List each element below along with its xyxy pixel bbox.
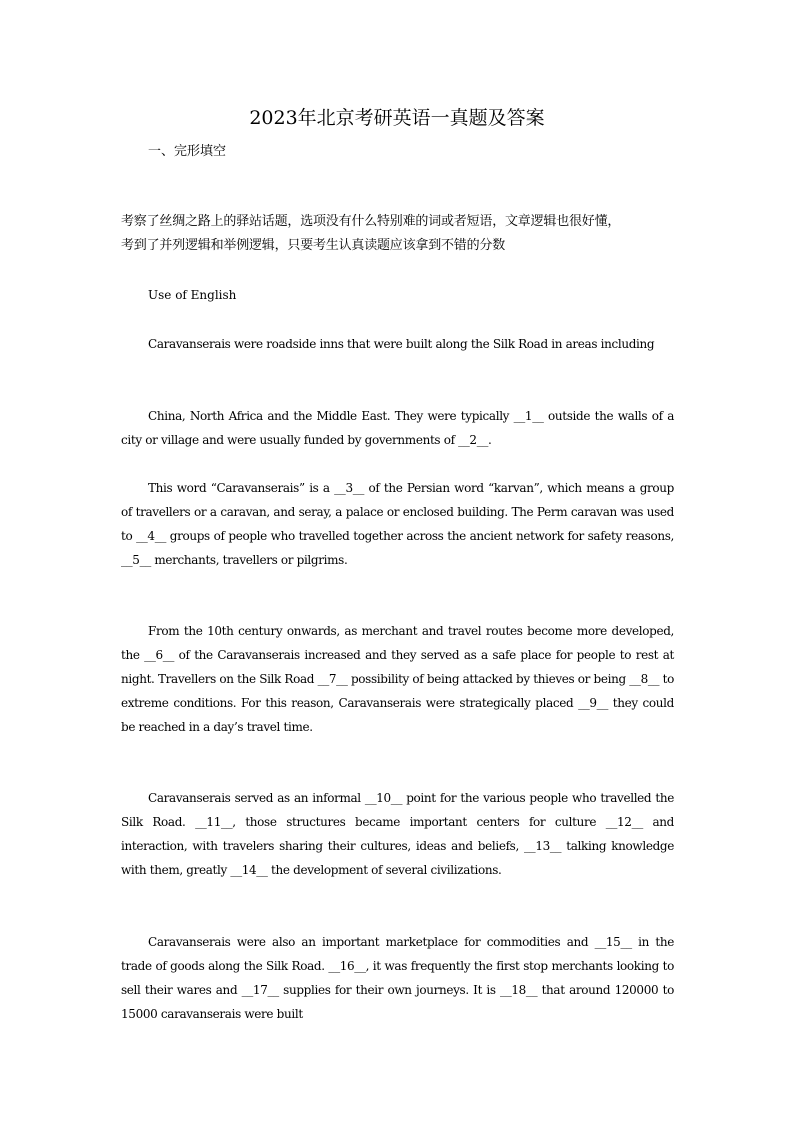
section-heading: 一、完形填空 (148, 144, 227, 159)
passage-paragraph: Caravanserais were also an important marketplace for commodities and __15__ in the trade of goods along the Silk Road. __16__, it was frequently the first stop merchants looking to sell their wares and __17__ supplies for their own journeys. It is __18__ that around 120000 to 15000 caravanserais were built (121, 935, 674, 1021)
passage-paragraph: From the 10th century onwards, as merchant and travel routes become more developed, the __6__ of the Caravanserais increased and they served as a safe place for people to rest at night. Travellers on the Silk Road __7__ possibility of being attacked by thieves or being __8__ to extreme conditions. For this reason, Caravanserais were strategically placed __9__ they could be reached in a day’s travel time. (121, 624, 674, 734)
document-title: 2023年北京考研英语一真题及答案 (249, 107, 545, 129)
commentary-line: 考到了并列逻辑和举例逻辑，只要考生认真读题应该拿到不错的分数 (121, 238, 506, 253)
passage-paragraph: Caravanserais served as an informal __10__ point for the various people who travelled the Silk Road. __11__, those structures became important centers for culture __12__ and interaction, with travelers sharing their cultures, ideas and beliefs, __13__ talking knowledge with them, greatly __14__ the development of several civilizations. (121, 791, 674, 877)
exam-commentary (121, 210, 681, 258)
commentary-line: 考察了丝绸之路上的驿站话题，选项没有什么特别难的词或者短语，文章逻辑也很好懂， (121, 214, 621, 229)
passage-paragraph: Caravanserais were roadside inns that were built along the Silk Road in areas including (148, 337, 655, 351)
passage-paragraph: China, North Africa and the Middle East. They were typically __1__ outside the walls of a city or village and were usually funded by governments of __2__. (121, 409, 674, 447)
passage-paragraph: This word “Caravanserais” is a __3__ of the Persian word “karvan”, which means a group of travellers or a caravan, and seray, a palace or enclosed building. The Perm caravan was used to __4__ groups of people who travelled together across the ancient network for safety reasons, __5__ merchants, travellers or pilgrims. (121, 481, 674, 567)
passage-heading: Use of English (148, 288, 237, 302)
